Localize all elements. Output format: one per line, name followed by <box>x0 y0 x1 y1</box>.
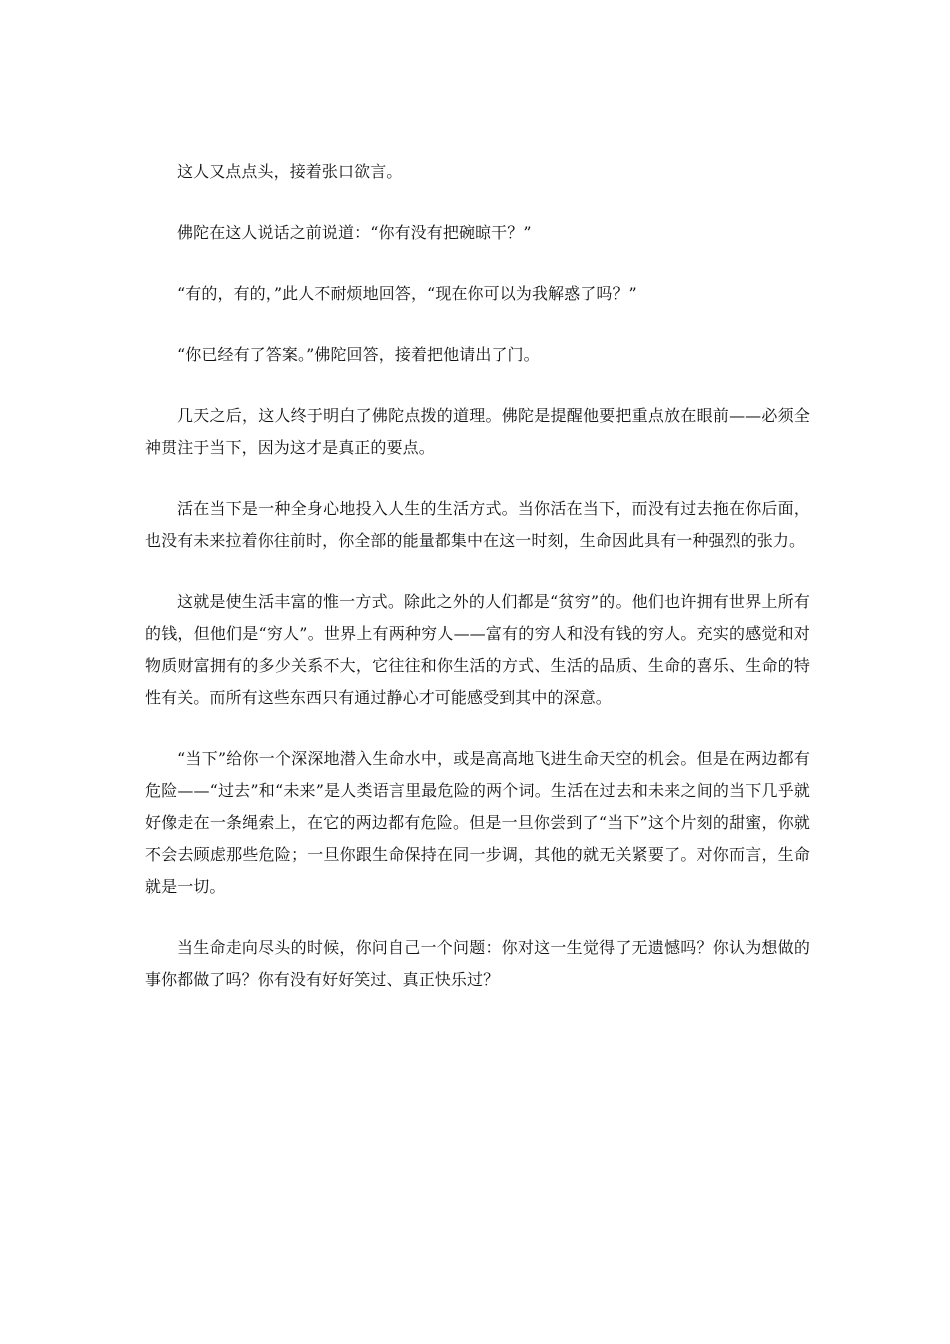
paragraph-5: 几天之后，这人终于明白了佛陀点拨的道理。佛陀是提醒他要把重点放在眼前——必须全神贯注于当下，因为这才是真正的要点。 <box>145 406 810 457</box>
paragraph-8: “当下”给你一个深深地潜入生命水中，或是高高地飞进生命天空的机会。但是在两边都有危险——“过去”和“未来”是人类语言里最危险的两个词。生活在过去和未来之间的当下几乎就好像走在一条绳索上，在它的两边都有危险。但是一旦你尝到了“当下”这个片刻的甜蜜，你就不会去顾虑那些危险；一旦你跟生命保持在同一步调，其他的就无关紧要了。对你而言，生命就是一切。 <box>145 749 810 896</box>
paragraph-7: 这就是使生活丰富的惟一方式。除此之外的人们都是“贫穷”的。他们也许拥有世界上所有的钱，但他们是“穷人”。世界上有两种穷人——富有的穷人和没有钱的穷人。充实的感觉和对物质财富拥有的多少关系不大，它往往和你生活的方式、生活的品质、生命的喜乐、生命的特性有关。而所有这些东西只有通过静心才可能感受到其中的深意。 <box>145 592 810 707</box>
paragraph-4: “你已经有了答案。”佛陀回答，接着把他请出了门。 <box>177 345 540 364</box>
paragraph-6: 活在当下是一种全身心地投入人生的生活方式。当你活在当下，而没有过去拖在你后面，也没有未来拉着你往前时，你全部的能量都集中在这一时刻，生命因此具有一种强烈的张力。 <box>145 499 810 550</box>
document-body <box>145 156 810 1025</box>
paragraph-3: “有的，有的，”此人不耐烦地回答，“现在你可以为我解惑了吗？” <box>177 284 637 303</box>
paragraph-2: 佛陀在这人说话之前说道：“你有没有把碗晾干？” <box>177 223 532 242</box>
paragraph-1: 这人又点点头，接着张口欲言。 <box>177 162 403 181</box>
paragraph-9: 当生命走向尽头的时候，你问自己一个问题：你对这一生觉得了无遗憾吗？你认为想做的事你都做了吗？你有没有好好笑过、真正快乐过？ <box>145 938 810 989</box>
